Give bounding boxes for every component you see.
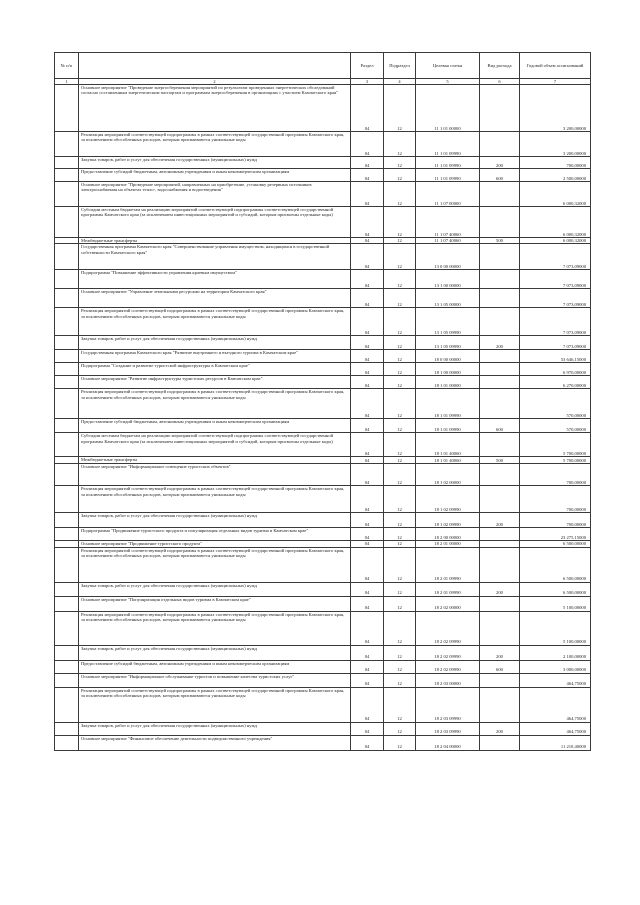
table-row <box>55 673 591 687</box>
header-number: 7 <box>520 79 591 85</box>
table-row <box>55 464 591 486</box>
row-kind-cell: 500 <box>480 457 520 464</box>
row-kind-cell: 200 <box>480 157 520 169</box>
row-amount-cell: 6 270,00000 <box>520 376 591 389</box>
header-number: 1 <box>55 79 79 85</box>
table-row <box>55 363 591 376</box>
row-amount-cell: 464,75000 <box>520 673 591 687</box>
row-number-cell <box>55 687 79 722</box>
table-row <box>55 289 591 308</box>
row-target-cell: 11 1 01 09990 <box>416 132 480 157</box>
row-name-cell: Субсидии местным бюджетам на реализацию мероприятий соответствующей подпрограммы соответствующей государственной программы Камчатского края (за исключением инвестиционных мероприятий и субсидий, которым присвоены отдельные коды) <box>79 207 351 238</box>
row-subsection-cell: 12 <box>384 419 416 433</box>
table-row <box>55 308 591 336</box>
table-row <box>55 528 591 541</box>
row-amount-cell: 700,00000 <box>520 464 591 486</box>
row-amount-cell: 6 500,00000 <box>520 582 591 596</box>
row-name-cell: Основное мероприятие "Проведение энергосбережения мероприятий по результатам проведенных энергетических обследований согласно составленным энергетическим паспортам и программам энергосбережения в организациях с участием Камчатского края" <box>79 85 351 132</box>
row-number-cell <box>55 207 79 238</box>
row-name-cell: Основное мероприятие "Управление земельными ресурсами на территории Камчатского края" <box>79 289 351 308</box>
row-number-cell <box>55 270 79 289</box>
row-subsection-cell: 12 <box>384 244 416 270</box>
row-subsection-cell: 12 <box>384 207 416 238</box>
row-kind-cell: 200 <box>480 722 520 735</box>
row-target-cell: 18 2 02 09990 <box>416 645 480 660</box>
row-section-cell: 04 <box>351 238 384 244</box>
row-number-cell <box>55 157 79 169</box>
row-subsection-cell: 12 <box>384 547 416 582</box>
row-target-cell: 11 1 01 09990 <box>416 169 480 182</box>
row-section-cell: 04 <box>351 270 384 289</box>
row-target-cell: 11 1 01 00000 <box>416 85 480 132</box>
row-name-cell: Реализация мероприятий соответствующей подпрограммы в рамках соответствующей государственной программы Камчатского края, за исключением обособленных расходов, которым присваиваются уникальные коды <box>79 389 351 419</box>
row-section-cell: 04 <box>351 182 384 207</box>
row-number-cell <box>55 513 79 528</box>
row-amount-cell: 700,00000 <box>520 157 591 169</box>
header-number: 4 <box>384 79 416 85</box>
row-target-cell: 18 1 02 09990 <box>416 513 480 528</box>
row-amount-cell: 7 073,09000 <box>520 270 591 289</box>
row-subsection-cell: 12 <box>384 513 416 528</box>
row-section-cell: 04 <box>351 541 384 547</box>
row-kind-cell: 200 <box>480 582 520 596</box>
row-subsection-cell: 12 <box>384 363 416 376</box>
row-name-cell: Государственная программа Камчатского края "Совершенствование управления имуществом, находящимся в государственной собственности Камчатского края" <box>79 244 351 270</box>
row-number-cell <box>55 350 79 363</box>
row-number-cell <box>55 486 79 513</box>
row-kind-cell <box>480 289 520 308</box>
row-amount-cell: 7 073,09000 <box>520 336 591 350</box>
row-amount-cell: 700,00000 <box>520 513 591 528</box>
row-kind-cell <box>480 85 520 132</box>
row-section-cell: 04 <box>351 308 384 336</box>
row-target-cell: 18 1 01 09990 <box>416 419 480 433</box>
row-number-cell <box>55 547 79 582</box>
row-kind-cell: 600 <box>480 169 520 182</box>
row-target-cell: 18 2 01 09990 <box>416 547 480 582</box>
row-section-cell: 04 <box>351 687 384 722</box>
row-amount-cell: 464,75000 <box>520 687 591 722</box>
row-section-cell: 04 <box>351 645 384 660</box>
row-name-cell: Основное мероприятие "Развитие инфраструктуры туристских ресурсов в Камчатском крае" <box>79 376 351 389</box>
row-amount-cell: 6 970,00000 <box>520 363 591 376</box>
table-row <box>55 513 591 528</box>
table-row <box>55 735 591 750</box>
row-section-cell: 04 <box>351 528 384 541</box>
row-name-cell: Закупка товаров, работ и услуг для обеспечения государственных (муниципальных) нужд <box>79 157 351 169</box>
row-amount-cell: 5 700,00000 <box>520 457 591 464</box>
table-row <box>55 486 591 513</box>
row-target-cell: 18 2 03 09990 <box>416 687 480 722</box>
table-row <box>55 660 591 673</box>
row-subsection-cell: 12 <box>384 464 416 486</box>
row-amount-cell: 3 200,00000 <box>520 85 591 132</box>
row-subsection-cell: 12 <box>384 350 416 363</box>
row-number-cell <box>55 528 79 541</box>
table-row <box>55 336 591 350</box>
row-kind-cell <box>480 244 520 270</box>
row-target-cell: 13 1 05 00000 <box>416 289 480 308</box>
row-number-cell <box>55 660 79 673</box>
row-target-cell: 13 1 00 00000 <box>416 270 480 289</box>
row-kind-cell <box>480 528 520 541</box>
row-name-cell: Основное мероприятие "Проведение мероприятий, направленных на приобретение, установку резервных источников электроснабжения на объектах тепло-, водоснабжения и водоотведения" <box>79 182 351 207</box>
row-subsection-cell: 12 <box>384 660 416 673</box>
row-name-cell: Закупка товаров, работ и услуг для обеспечения государственных (муниципальных) нужд <box>79 645 351 660</box>
row-section-cell: 04 <box>351 673 384 687</box>
row-section-cell: 04 <box>351 596 384 611</box>
row-target-cell: 13 1 05 09990 <box>416 336 480 350</box>
row-amount-cell: 5 100,00000 <box>520 611 591 645</box>
row-target-cell: 18 1 00 00000 <box>416 363 480 376</box>
row-number-cell <box>55 389 79 419</box>
row-subsection-cell: 12 <box>384 132 416 157</box>
row-name-cell: Государственная программа Камчатского края "Развитие внутреннего и въездного туризма в Камчатском крае" <box>79 350 351 363</box>
row-target-cell: 13 1 05 09990 <box>416 308 480 336</box>
row-name-cell: Основное мероприятие "Информационное освещение туристских объектов" <box>79 464 351 486</box>
row-name-cell: Межбюджетные трансферты <box>79 238 351 244</box>
row-subsection-cell: 12 <box>384 596 416 611</box>
row-kind-cell <box>480 270 520 289</box>
header-section: Раздел <box>351 53 384 79</box>
row-subsection-cell: 12 <box>384 645 416 660</box>
row-number-cell <box>55 308 79 336</box>
row-section-cell: 04 <box>351 169 384 182</box>
row-amount-cell: 2 100,00000 <box>520 645 591 660</box>
row-kind-cell <box>480 735 520 750</box>
row-section-cell: 04 <box>351 363 384 376</box>
table-row <box>55 132 591 157</box>
row-amount-cell: 7 073,09000 <box>520 244 591 270</box>
row-kind-cell <box>480 433 520 457</box>
row-amount-cell: 53 646,15000 <box>520 350 591 363</box>
table-row <box>55 582 591 596</box>
header-number: 2 <box>79 79 351 85</box>
row-name-cell: Реализация мероприятий соответствующей подпрограммы в рамках соответствующей государственной программы Камчатского края, за исключением обособленных расходов, которым присваиваются уникальные коды <box>79 132 351 157</box>
table-row <box>55 207 591 238</box>
row-kind-cell: 500 <box>480 238 520 244</box>
row-section-cell: 04 <box>351 157 384 169</box>
row-name-cell: Предоставление субсидий бюджетным, автономным учреждениям и иным некоммерческим организациям <box>79 660 351 673</box>
row-name-cell: Закупка товаров, работ и услуг для обеспечения государственных (муниципальных) нужд <box>79 336 351 350</box>
row-section-cell: 04 <box>351 486 384 513</box>
table-row <box>55 457 591 464</box>
header-target: Целевая статья <box>416 53 480 79</box>
table-row <box>55 85 591 132</box>
row-name-cell: Реализация мероприятий соответствующей подпрограммы в рамках соответствующей государственной программы Камчатского края, за исключением обособленных расходов, которым присваиваются уникальные коды <box>79 611 351 645</box>
row-section-cell: 04 <box>351 350 384 363</box>
row-target-cell: 18 2 03 00000 <box>416 673 480 687</box>
row-section-cell: 04 <box>351 457 384 464</box>
table-row <box>55 611 591 645</box>
row-subsection-cell: 12 <box>384 308 416 336</box>
row-kind-cell <box>480 596 520 611</box>
row-target-cell: 18 1 01 09990 <box>416 389 480 419</box>
row-subsection-cell: 12 <box>384 389 416 419</box>
row-section-cell: 04 <box>351 582 384 596</box>
row-amount-cell: 3 200,00000 <box>520 132 591 157</box>
budget-table-page <box>54 52 590 751</box>
row-section-cell: 04 <box>351 207 384 238</box>
row-subsection-cell: 12 <box>384 182 416 207</box>
row-target-cell: 18 2 00 00000 <box>416 528 480 541</box>
row-target-cell: 18 2 01 00000 <box>416 541 480 547</box>
row-name-cell: Закупка товаров, работ и услуг для обеспечения государственных (муниципальных) нужд <box>79 582 351 596</box>
row-subsection-cell: 12 <box>384 735 416 750</box>
table-row <box>55 169 591 182</box>
row-kind-cell <box>480 486 520 513</box>
row-number-cell <box>55 419 79 433</box>
row-target-cell: 18 2 03 09990 <box>416 722 480 735</box>
row-name-cell: Основное мероприятие "Финансовое обеспечение деятельности подведомственного учреждения" <box>79 735 351 750</box>
table-row <box>55 157 591 169</box>
row-kind-cell <box>480 207 520 238</box>
row-kind-cell <box>480 389 520 419</box>
row-number-cell <box>55 376 79 389</box>
row-target-cell: 18 1 01 40060 <box>416 457 480 464</box>
row-section-cell: 04 <box>351 85 384 132</box>
row-amount-cell: 570,00000 <box>520 419 591 433</box>
row-target-cell: 18 2 04 00000 <box>416 735 480 750</box>
table-row <box>55 419 591 433</box>
row-subsection-cell: 12 <box>384 486 416 513</box>
header-number: 6 <box>480 79 520 85</box>
row-subsection-cell: 12 <box>384 85 416 132</box>
row-number-cell <box>55 336 79 350</box>
row-kind-cell: 200 <box>480 645 520 660</box>
header-number: 3 <box>351 79 384 85</box>
row-name-cell: Реализация мероприятий соответствующей подпрограммы в рамках соответствующей государственной программы Камчатского края, за исключением обособленных расходов, которым присваиваются уникальные коды <box>79 687 351 722</box>
row-section-cell: 04 <box>351 735 384 750</box>
header-num: № п/п <box>55 53 79 79</box>
row-subsection-cell: 12 <box>384 238 416 244</box>
row-amount-cell: 570,00000 <box>520 389 591 419</box>
row-number-cell <box>55 722 79 735</box>
row-number-cell <box>55 169 79 182</box>
table-row <box>55 350 591 363</box>
row-name-cell: Основное мероприятие "Информационное обслуживание туристов и повышение качества туристских услуг" <box>79 673 351 687</box>
row-target-cell: 18 2 02 09990 <box>416 611 480 645</box>
table-row <box>55 722 591 735</box>
row-subsection-cell: 12 <box>384 722 416 735</box>
row-target-cell: 13 0 00 00000 <box>416 244 480 270</box>
table-row <box>55 244 591 270</box>
row-kind-cell <box>480 350 520 363</box>
header-amount: Годовой объем ассигнований <box>520 53 591 79</box>
row-amount-cell: 5 100,00000 <box>520 596 591 611</box>
row-kind-cell <box>480 132 520 157</box>
row-kind-cell <box>480 464 520 486</box>
row-kind-cell <box>480 687 520 722</box>
row-number-cell <box>55 582 79 596</box>
row-kind-cell <box>480 363 520 376</box>
row-target-cell: 11 1 07 40060 <box>416 207 480 238</box>
row-target-cell: 11 1 07 40060 <box>416 238 480 244</box>
row-number-cell <box>55 433 79 457</box>
row-amount-cell: 6 500,00000 <box>520 541 591 547</box>
row-amount-cell: 464,75000 <box>520 722 591 735</box>
row-section-cell: 04 <box>351 132 384 157</box>
table-row <box>55 687 591 722</box>
row-section-cell: 04 <box>351 289 384 308</box>
row-target-cell: 18 1 02 00000 <box>416 464 480 486</box>
row-amount-cell: 11 210,40000 <box>520 735 591 750</box>
row-section-cell: 04 <box>351 433 384 457</box>
row-amount-cell: 2 500,00000 <box>520 169 591 182</box>
row-number-cell <box>55 457 79 464</box>
row-target-cell: 11 1 01 09990 <box>416 157 480 169</box>
row-name-cell: Подпрограмма "Повышение эффективности управления краевым имуществом" <box>79 270 351 289</box>
row-number-cell <box>55 645 79 660</box>
row-section-cell: 04 <box>351 611 384 645</box>
row-target-cell: 11 1 07 00000 <box>416 182 480 207</box>
row-section-cell: 04 <box>351 660 384 673</box>
row-subsection-cell: 12 <box>384 687 416 722</box>
row-subsection-cell: 12 <box>384 611 416 645</box>
table-row <box>55 376 591 389</box>
row-section-cell: 04 <box>351 419 384 433</box>
row-amount-cell: 6 000,32000 <box>520 207 591 238</box>
row-subsection-cell: 12 <box>384 541 416 547</box>
row-name-cell: Закупка товаров, работ и услуг для обеспечения государственных (муниципальных) нужд <box>79 513 351 528</box>
table-row <box>55 547 591 582</box>
row-subsection-cell: 12 <box>384 289 416 308</box>
row-number-cell <box>55 611 79 645</box>
row-target-cell: 18 2 02 00000 <box>416 596 480 611</box>
row-target-cell: 18 0 00 00000 <box>416 350 480 363</box>
row-number-cell <box>55 363 79 376</box>
header-kind: Вид расхода <box>480 53 520 79</box>
row-subsection-cell: 12 <box>384 376 416 389</box>
row-section-cell: 04 <box>351 244 384 270</box>
row-number-cell <box>55 182 79 207</box>
row-number-cell <box>55 735 79 750</box>
table-row <box>55 182 591 207</box>
row-name-cell: Реализация мероприятий соответствующей подпрограммы в рамках соответствующей государственной программы Камчатского края, за исключением обособленных расходов, которым присваиваются уникальные коды <box>79 547 351 582</box>
row-number-cell <box>55 85 79 132</box>
row-number-cell <box>55 132 79 157</box>
row-section-cell: 04 <box>351 336 384 350</box>
row-name-cell: Предоставление субсидий бюджетным, автономным учреждениям и иным некоммерческим организациям <box>79 169 351 182</box>
row-subsection-cell: 12 <box>384 270 416 289</box>
row-amount-cell: 6 000,32000 <box>520 182 591 207</box>
row-target-cell: 18 1 01 00000 <box>416 376 480 389</box>
row-name-cell: Субсидии местным бюджетам на реализацию мероприятий соответствующей подпрограммы соответствующей государственной программы Камчатского края (за исключением инвестиционных мероприятий и субсидий, которым присвоены отдельные коды) <box>79 433 351 457</box>
row-section-cell: 04 <box>351 722 384 735</box>
row-number-cell <box>55 289 79 308</box>
table-header-row <box>55 53 591 79</box>
budget-table <box>54 52 591 751</box>
row-number-cell <box>55 673 79 687</box>
row-number-cell <box>55 244 79 270</box>
row-target-cell: 18 1 02 09990 <box>416 486 480 513</box>
row-subsection-cell: 12 <box>384 673 416 687</box>
row-amount-cell: 7 073,09000 <box>520 289 591 308</box>
row-subsection-cell: 12 <box>384 457 416 464</box>
table-row <box>55 596 591 611</box>
row-name-cell: Закупка товаров, работ и услуг для обеспечения государственных (муниципальных) нужд <box>79 722 351 735</box>
row-kind-cell: 600 <box>480 660 520 673</box>
row-section-cell: 04 <box>351 464 384 486</box>
table-row <box>55 270 591 289</box>
row-section-cell: 04 <box>351 547 384 582</box>
row-section-cell: 04 <box>351 513 384 528</box>
row-target-cell: 18 2 01 09990 <box>416 582 480 596</box>
row-amount-cell: 3 000,00000 <box>520 660 591 673</box>
row-name-cell: Межбюджетные трансферты <box>79 457 351 464</box>
row-subsection-cell: 12 <box>384 169 416 182</box>
header-name <box>79 53 351 79</box>
row-kind-cell <box>480 611 520 645</box>
row-amount-cell: 5 700,00000 <box>520 433 591 457</box>
row-subsection-cell: 12 <box>384 528 416 541</box>
row-subsection-cell: 12 <box>384 582 416 596</box>
header-subsection: Подраздел <box>384 53 416 79</box>
row-kind-cell <box>480 182 520 207</box>
row-name-cell: Предоставление субсидий бюджетным, автономным учреждениям и иным некоммерческим организациям <box>79 419 351 433</box>
row-name-cell: Подпрограмма "Создание и развитие туристской инфраструктуры в Камчатском крае" <box>79 363 351 376</box>
table-row <box>55 433 591 457</box>
row-subsection-cell: 12 <box>384 433 416 457</box>
row-target-cell: 18 2 02 09990 <box>416 660 480 673</box>
table-row <box>55 389 591 419</box>
row-section-cell: 04 <box>351 376 384 389</box>
row-kind-cell: 200 <box>480 513 520 528</box>
row-amount-cell: 700,00000 <box>520 486 591 513</box>
row-amount-cell: 7 073,09000 <box>520 308 591 336</box>
row-kind-cell <box>480 547 520 582</box>
row-kind-cell <box>480 376 520 389</box>
row-name-cell: Основное мероприятие "Продвижение туристского продукта" <box>79 541 351 547</box>
row-name-cell: Основное мероприятие "Популяризация отдельных видов туризма в Камчатском крае" <box>79 596 351 611</box>
row-amount-cell: 6 000,32000 <box>520 238 591 244</box>
row-amount-cell: 6 500,00000 <box>520 547 591 582</box>
row-name-cell: Подпрограмма "Продвижение туристского продукта и популяризация отдельных видов туризма в Камчатском крае" <box>79 528 351 541</box>
row-kind-cell: 200 <box>480 336 520 350</box>
row-kind-cell: 600 <box>480 419 520 433</box>
header-number: 5 <box>416 79 480 85</box>
row-number-cell <box>55 596 79 611</box>
row-number-cell <box>55 464 79 486</box>
row-amount-cell: 23 275,15000 <box>520 528 591 541</box>
row-name-cell: Реализация мероприятий соответствующей подпрограммы в рамках соответствующей государственной программы Камчатского края, за исключением обособленных расходов, которым присваиваются уникальные коды <box>79 486 351 513</box>
row-kind-cell <box>480 673 520 687</box>
row-subsection-cell: 12 <box>384 157 416 169</box>
row-kind-cell <box>480 308 520 336</box>
row-target-cell: 18 1 01 40060 <box>416 433 480 457</box>
table-row <box>55 645 591 660</box>
row-name-cell: Реализация мероприятий соответствующей подпрограммы в рамках соответствующей государственной программы Камчатского края, за исключением обособленных расходов, которым присваиваются уникальные коды <box>79 308 351 336</box>
row-subsection-cell: 12 <box>384 336 416 350</box>
row-section-cell: 04 <box>351 389 384 419</box>
